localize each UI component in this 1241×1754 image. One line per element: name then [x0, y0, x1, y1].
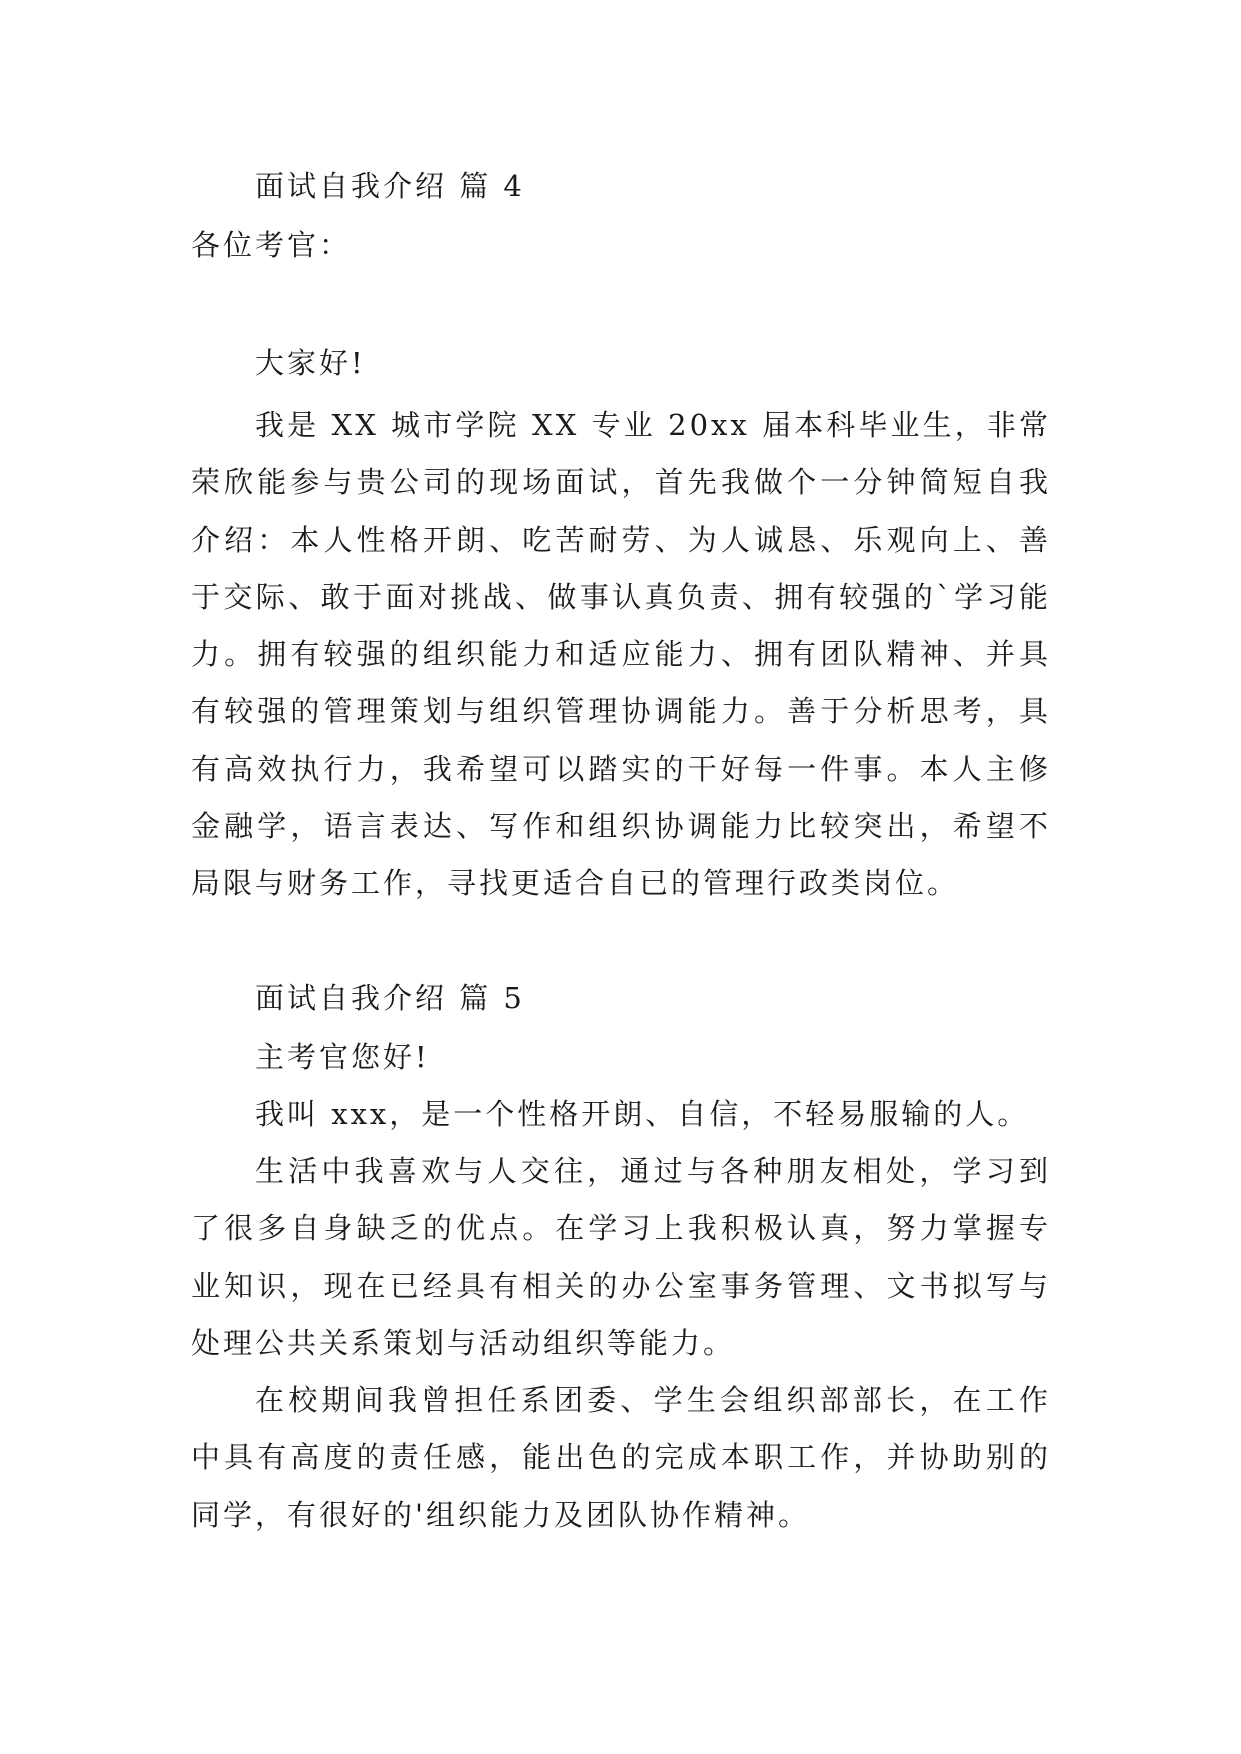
- section-4-body: 我是 XX 城市学院 XX 专业 20xx 届本科毕业生，非常荣欣能参与贵公司的现场面试，首先我做个一分钟简短自我介绍：本人性格开朗、吃苦耐劳、为人诚恳、乐观向上、善于交际、敢于面对挑战、做事认真负责、拥有较强的`学习能力。拥有较强的组织能力和适应能力、拥有团队精神、并具有较强的管理策划与组织管理协调能力。善于分析思考，具有高效执行力，我希望可以踏实的干好每一件事。本人主修金融学，语言表达、写作和组织协调能力比较突出，希望不局限与财务工作，寻找更适合自已的管理行政类岗位。: [191, 408, 1051, 901]
- section-4-heading: 面试自我介绍 篇 4: [255, 169, 525, 203]
- section-5-heading: 面试自我介绍 篇 5: [255, 981, 525, 1015]
- section-5-paragraph-2: 生活中我喜欢与人交往，通过与各种朋友相处，学习到了很多自身缺乏的优点。在学习上我积极认真，努力掌握专业知识，现在已经具有相关的办公室事务管理、文书拟写与处理公共关系策划与活动组织等能力。: [191, 1154, 1051, 1360]
- section-5-paragraph-1: 我叫 xxx，是一个性格开朗、自信，不轻易服输的人。: [255, 1097, 1030, 1131]
- section-5-greeting: 主考官您好!: [255, 1040, 430, 1074]
- section-4-salutation: 各位考官：: [191, 228, 352, 262]
- section-5-paragraph-3: 在校期间我曾担任系团委、学生会组织部部长，在工作中具有高度的责任感，能出色的完成本职工作，并协助别的同学，有很好的'组织能力及团队协作精神。: [191, 1383, 1051, 1532]
- section-4-greeting: 大家好!: [255, 346, 366, 380]
